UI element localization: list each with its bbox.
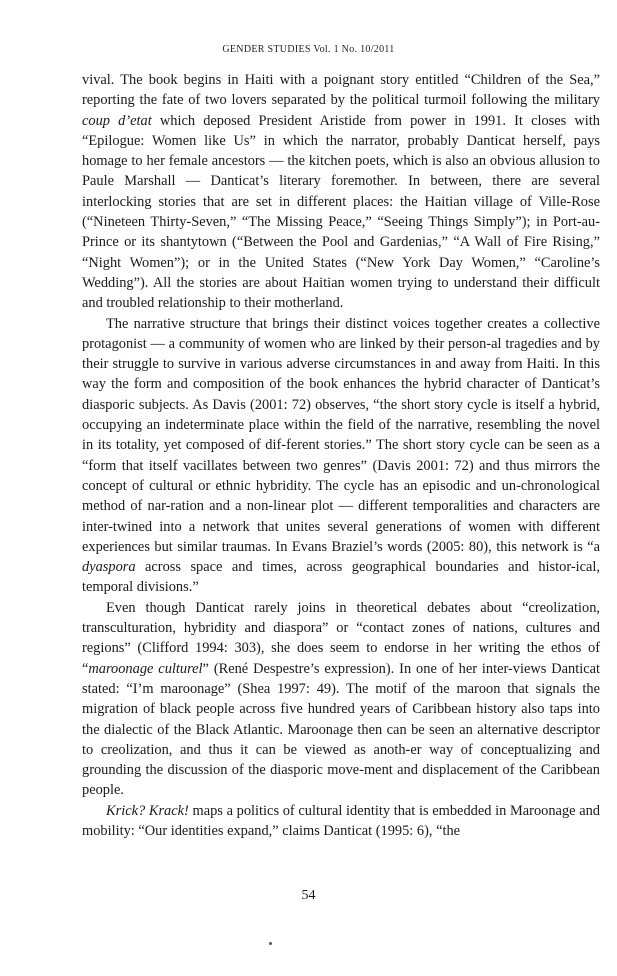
italic-text: dyaspora [82,559,136,576]
paragraph-3 [82,598,600,801]
italic-text: maroonage culturel [88,660,203,677]
page-number: 54 [301,888,316,903]
italic-text: Krick? Krack! [106,802,189,819]
paragraph-4 [82,801,600,842]
running-head: GENDER STUDIES Vol. 1 No. 10/2011 [222,44,395,55]
text-span: which deposed President Aristide from power in 1991. It closes with “Epilogue: Women like Us” in which the narrator, probably Danticat herself, pays homage to her female ancestors — the kitchen poets, which is also an obvious allusion to Paule Marshall — Danticat’s literary foremother. In between, there are several interlocking stories that are set in different places: the Haitian village of Ville-Rose (“Nineteen Thirty-Seven,” “The Missing Peace,” “Seeing Things Simply”); in Port-au-Prince or its shantytown (“Between the Pool and Gardenias,” “A Wall of Fire Rising,” “Night Women”); or in the United States (“New York Day Women,” “Caroline’s Wedding”). All the stories are about Haitian women trying to understand their difficult and troubled relationship to their motherland. [82,112,600,312]
text-span: across space and times, across geographical boundaries and histor-ical, temporal divisions.” [82,559,600,596]
text-span: Even though Danticat rarely joins in theoretical debates about “creolization, transculturation, hybridity and diaspora” or “contact zones of nations, cultures and regions” (Clifford 1994: 303), she does seem to endorse in her writing the ethos of “ [82,599,600,677]
text-span: maps a politics of cultural identity that is embedded in Maroonage and mobility: “Our identities expand,” claims Danticat (1995: 6), “the [82,802,600,839]
paragraph-2 [82,314,600,598]
body-text [82,70,600,841]
italic-text: coup d’etat [82,112,152,129]
text-span: vival. The book begins in Haiti with a poignant story entitled “Children of the Sea,” reporting the fate of two lovers separated by the political turmoil following the military [82,72,600,109]
paragraph-1 [82,70,600,314]
text-span: ” (René Despestre’s expression). In one of her inter-views Danticat stated: “I’m maroonage” (Shea 1997: 49). The motif of the maroon that signals the migration of black people across five hundred years of Caribbean history also taps into the dialectic of the Black Atlantic. Maroonage then can be seen an alternative descriptor to creolization, and thus it can be viewed as anoth-er way of conceptualizing and grounding the discussion of the diasporic move-ment and displacement of the Caribbean people. [82,660,600,799]
scan-speck [269,942,272,945]
text-span: The narrative structure that brings their distinct voices together creates a collective protagonist — a community of women who are linked by their person-al tragedies and by their struggle to survive in various adverse circumstances in and away from Haiti. In this way the form and composition of the book enhances the hybrid character of Danticat’s diasporic subjects. As Davis (2001: 72) observes, “the short story cycle is itself a hybrid, occupying an indeterminate place within the field of the narrative, resembling the novel in its totality, yet composed of dif-ferent stories.” The short story cycle can be seen as a “form that itself vacillates between two genres” (Davis 2001: 72) and thus mirrors the concept of cultural or ethnic hybridity. The cycle has an episodic and un-chronological method of nar-ration and a non-linear plot — different temporalities and characters are inter-twined into a network that unites several generations of women with different experiences but similar traumas. In Evans Braziel’s words (2005: 80), this network is “a [82,315,600,555]
